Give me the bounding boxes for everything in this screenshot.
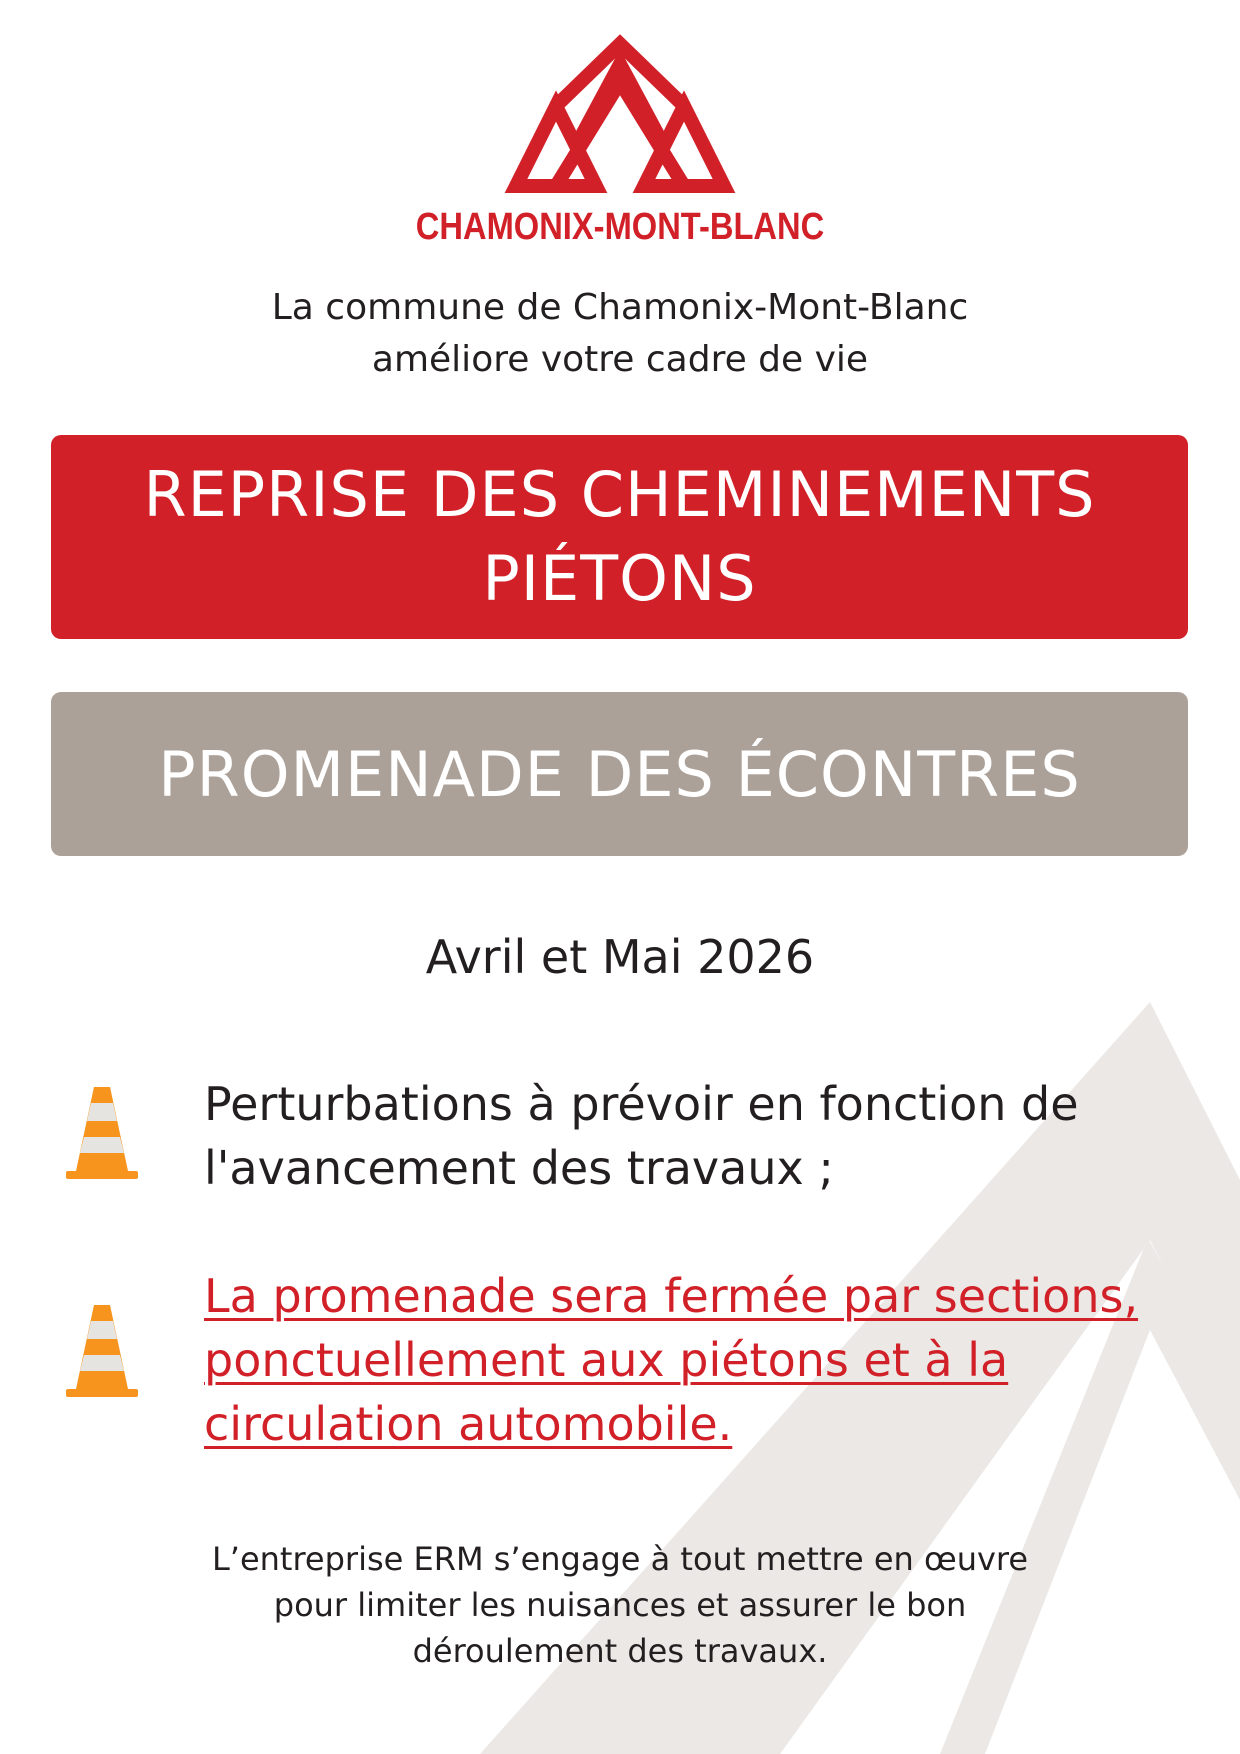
footer-text [0, 1536, 1240, 1674]
location-banner [51, 692, 1188, 856]
bullet-item-highlight: La promenade sera fermée par sections, ponctuellement aux piétons et à la circulation automobile. [204, 1269, 1139, 1451]
bullet-item: Perturbations à prévoir en fonction de l'avancement des travaux ; [204, 1077, 1079, 1195]
logo-wordmark: CHAMONIX-MONT-BLANC [415, 206, 825, 248]
footer-line: déroulement des travaux. [412, 1632, 828, 1670]
title-line: REPRISE DES CHEMINEMENTS [143, 458, 1096, 531]
intro-line: La commune de Chamonix-Mont-Blanc [271, 287, 969, 328]
traffic-cone-icon [62, 1085, 142, 1181]
footer-line: pour limiter les nuisances et assurer le bon [273, 1586, 967, 1624]
title-line: PIÉTONS [482, 542, 757, 615]
footer-line: L’entreprise ERM s’engage à tout mettre en œuvre [211, 1540, 1029, 1578]
traffic-cone-icon [62, 1303, 142, 1399]
location-title: PROMENADE DES ÉCONTRES [158, 737, 1081, 811]
title-banner [51, 435, 1188, 639]
intro-text [0, 282, 1240, 386]
date-text: Avril et Mai 2026 [425, 930, 815, 984]
mountain-peaks-logo-icon [494, 34, 746, 196]
intro-line: améliore votre cadre de vie [371, 339, 869, 380]
